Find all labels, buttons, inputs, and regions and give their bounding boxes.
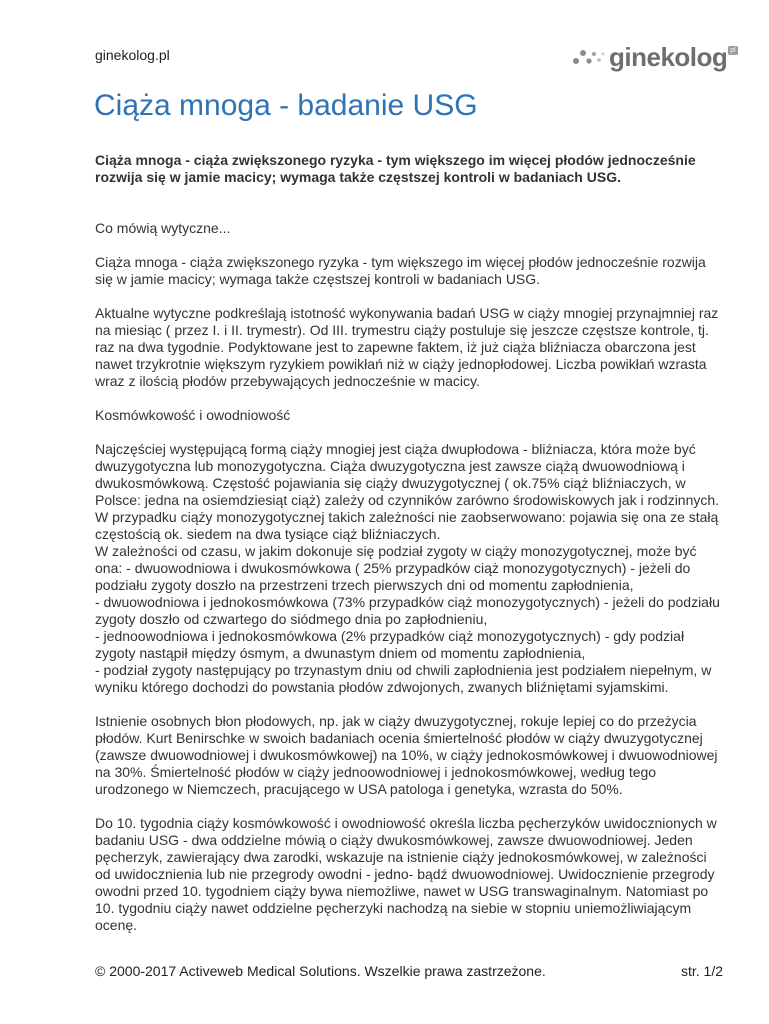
page-title: Ciąża mnoga - badanie USG bbox=[94, 89, 478, 122]
article-body bbox=[95, 152, 725, 951]
twin-types-line: - podział zygoty następujący po trzynastym dniu od chwili zapłodnienia jest podziałem niepełnym, w wyniku którego dochodzi do powstania płodów zdwojonych, zwanych bliźniętami syjamskimi. bbox=[95, 662, 712, 695]
lead-paragraph: Ciąża mnoga - ciąża zwiększonego ryzyka - tym większego im więcej płodów jednocześnie rozwija się w jamie macicy; wymaga także częstszej kontroli w badaniach USG. bbox=[95, 152, 696, 185]
paragraph-usg-guidelines: Aktualne wytyczne podkreślają istotność wykonywania badań USG w ciąży mnogiej przynajmniej raz na miesiąc ( przez I. i II. trymestr). Od III. trymestru ciąży postuluje się jeszcze częstsze kontrole, tj. raz na dwa tygodnie. Podyktowane jest to zapewne faktem, iż już ciąża bliźniacza obarczona jest nawet trzykrotnie większym ryzykiem powikłań niż w ciąży jednopłodowej. Liczba powikłań wzrasta wraz z ilością płodów przebywających jednocześnie w macicy. bbox=[95, 305, 719, 389]
logo-pl-badge: pl bbox=[730, 47, 736, 54]
ginekolog-logo[interactable] bbox=[572, 44, 738, 70]
dots-logo-icon bbox=[572, 46, 606, 68]
twin-types-line: Najczęściej występującą formą ciąży mnogiej jest ciąża dwupłodowa - bliźniacza, która może być dwuzygotyczna lub monozygotyczna. Ciąża dwuzygotyczna jest zawsze ciążą dwuowodniową i dwukosmówkową. Częstość pojawiania się ciąży dwuzygotycznej ( ok.75% ciąż bliźniaczych, w Polsce: jedna na osiemdziesiąt ciąż) zależy od czynników zarówno środowiskowych jak i rodzinnych. W przypadku ciąży monozygotycznej takich zależności nie zaobserwowano: pojawia się ona ze stałą częstością ok. siedem na dwa tysiące ciąż bliźniaczych. bbox=[95, 441, 720, 542]
twin-types-line: W zależności od czasu, w jakim dokonuje się podział zygoty w ciąży monozygotycznej, może być ona: - dwuowodniowa i dwukosmówkowa ( 25% przypadków ciąż monozygotycznych) - jeżeli do podziału zygoty doszło na przestrzeni trzech pierwszych dni od momentu zapłodnienia, bbox=[95, 543, 697, 593]
footer-copyright: © 2000-2017 Activeweb Medical Solutions. Wszelkie prawa zastrzeżone. bbox=[95, 963, 546, 979]
paragraph-intro: Ciąża mnoga - ciąża zwiększonego ryzyka - tym większego im więcej płodów jednocześnie rozwija się w jamie macicy; wymaga także częstszej kontroli w badaniach USG. bbox=[95, 254, 706, 287]
site-name: ginekolog.pl bbox=[95, 47, 170, 63]
twin-types-line: - dwuowodniowa i jednokosmówkowa (73% przypadków ciąż monozygotycznych) - jeżeli do podziału zygoty doszło od czwartego do siódmego dnia po zapłodnieniu, bbox=[95, 594, 720, 627]
paragraph-chorionicity-heading: Kosmówkowość i owodniowość bbox=[95, 407, 291, 423]
paragraph-guidelines-heading: Co mówią wytyczne... bbox=[95, 220, 231, 236]
logo-wordmark: ginekolog bbox=[609, 42, 728, 72]
twin-types-line: - jednoowodniowa i jednokosmówkowa (2% przypadków ciąż monozygotycznych) - gdy podział zygoty nastąpił między ósmym, a dwunastym dniem od momentu zapłodnienia, bbox=[95, 628, 685, 661]
paragraph-twin-types bbox=[95, 441, 725, 696]
page-number: str. 1/2 bbox=[680, 963, 723, 979]
paragraph-usg-assessment: Do 10. tygodnia ciąży kosmówkowość i owodniowość określa liczba pęcherzyków uwidocznionych w badaniu USG - dwa oddzielne mówią o ciąży dwukosmówkowej, zawsze dwuowodniowej. Jeden pęcherzyk, zawierający dwa zarodki, wskazuje na istnienie ciąży jednokosmówkowej, w zależności od uwidocznienia lub nie przegrody owodni - jedno- bądź dwuowodniowej. Uwidocznienie przegrody owodni przed 10. tygodniem ciąży bywa niemożliwe, nawet w USG transwaginalnym. Natomiast po 10. tygodniu ciąży nawet oddzielne pęcherzyki nachodzą na siebie w stopniu uniemożliwiającym ocenę. bbox=[95, 815, 717, 933]
paragraph-mortality: Istnienie osobnych błon płodowych, np. jak w ciąży dwuzygotycznej, rokuje lepiej co do przeżycia płodów. Kurt Benirschke w swoich badaniach ocenia śmiertelność płodów w ciąży dwuzygotycznej (zawsze dwuowodniowej i dwukosmówkowej) na 10%, w ciąży jednokosmówkowej i dwuowodniowej na 30%. Śmiertelność płodów w ciąży jednoowodniowej i jednokosmówkowej, według tego urodzonego w Niemczech, pracującego w USA patologa i genetyka, wzrasta do 50%. bbox=[95, 713, 718, 797]
